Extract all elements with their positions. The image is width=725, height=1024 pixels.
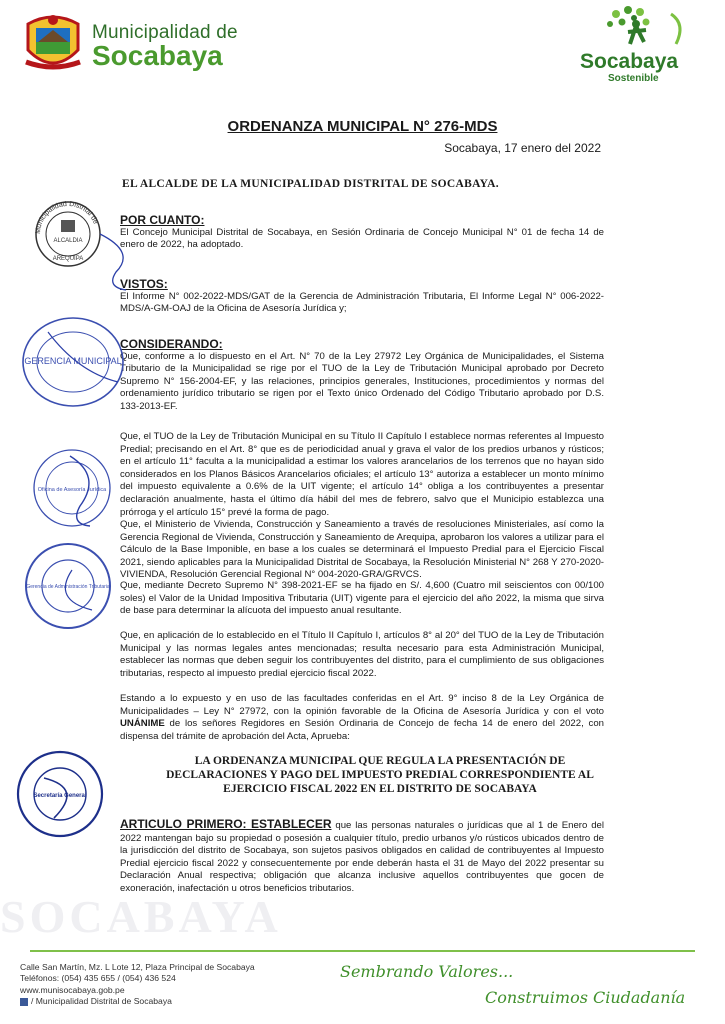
considerando-paragraph bbox=[120, 693, 604, 743]
secretaria-general-stamp bbox=[14, 748, 106, 840]
slogan-line-2: Construimos Ciudadanía bbox=[485, 988, 686, 1007]
considerando-paragraph: Que, el TUO de la Ley de Tributación Municipal en su Título II Capítulo I establece normas referentes al Impuesto Predial; precisando en el Art. 8° que es de periodicidad anual y grava el valor de los predios urbanos y rústicos; en el artículo 11° faculta a la municipalidad a estimar los valores arancelarios de los terrenos que no hayan sido considerados en los Planos Básicos Arancelarios oficiales; el artículo 13° autoriza a establecer un monto mínimo del impuesto equivalente a 0.6% de la UIT vigente; el artículo 14° obliga a los contribuyentes a presentar declaración anualmente, hasta el último día hábil del mes de febrero, salvo que el Municipio establezca una prórroga y el artículo 15° prevé la forma de pago. bbox=[120, 431, 604, 518]
asesoria-stamp-center: Oficina de Asesoría Jurídica bbox=[37, 487, 107, 493]
articulo-primero-body: que las personas naturales o jurídicas que al 1 de Enero del 2022 mantengan bajo su propiedad o posesión a cualquier título, predio urbanos y/o rústicos ubicados dentro de la jurisdicción del distrito de Socabaya, son sujetos pasivos obligados en calidad de contribuyentes al Impuesto Predial ejercicio fiscal 2022 y consecuentemente por ende deberán hasta el 31 de Mayo del 2022 presentar su Declaración Anual respectiva; obligación que alcanza inclusive aquellos contribuyentes que gocen de exoneración, inafectación u otros beneficios tributarios. bbox=[120, 820, 605, 894]
ordenanza-title-line: LA ORDENANZA MUNICIPAL QUE REGULA LA PRESENTACIÓN DE bbox=[194, 755, 566, 767]
asesoria-juridica-stamp bbox=[30, 446, 114, 530]
considerando-section bbox=[120, 338, 604, 414]
vistos-section bbox=[120, 278, 604, 316]
footer-website[interactable]: www.munisocabaya.gob.pe bbox=[20, 984, 125, 995]
footer-phones: Teléfonos: (054) 435 655 / (054) 436 524 bbox=[20, 973, 176, 984]
articulo-primero-section bbox=[120, 818, 604, 896]
ordenanza-title bbox=[150, 754, 610, 796]
considerando-paragraph-4-wrap bbox=[120, 580, 604, 618]
considerando-paragraph: Que, mediante Decreto Supremo N° 398-2021-EF se ha fijado en S/. 4,600 (Cuatro mil seiscientos con 00/100 soles) el Valor de la Unidad Impositiva Tributaria (UIT) vigente para el ejercicio del año 2022, la misma que sirva de base para determinar la alícuota del impuesto anual resultante. bbox=[120, 580, 604, 617]
facebook-icon bbox=[20, 998, 28, 1006]
por-cuanto-text: El Concejo Municipal Distrital de Socabaya, en Sesión Ordinaria de Concejo Municipal N° 01 de fecha 14 de enero de 2022, ha adoptado. bbox=[120, 226, 604, 251]
footer-facebook-label: / Municipalidad Distrital de Socabaya bbox=[31, 995, 172, 1006]
brand-name: Socabaya bbox=[580, 50, 679, 73]
vistos-heading: VISTOS: bbox=[120, 277, 168, 291]
considerando-heading: CONSIDERANDO: bbox=[120, 337, 223, 351]
unanime-bold: UNÁNIME bbox=[120, 718, 165, 730]
municipality-name-large: Socabaya bbox=[92, 40, 223, 71]
considerando-paragraph: Que, conforme a lo dispuesto en el Art. N° 70 de la Ley 27972 Ley Orgánica de Municipalidades, el Sistema Tributario de la Municipalidad se rige por el TUO de la Ley de Tributación Municipal aprobado por Decreto Supremo N° 156-2004-EF, y las relaciones, principios generales, Instituciones, procedimientos y normas del ordenamiento jurídico tributario se rigen por el Texto único Ordenado del Código Tributario aprobado por D.S. 133-2013-EF. bbox=[120, 350, 604, 412]
considerando-paragraph-5-wrap bbox=[120, 630, 604, 680]
footer-divider bbox=[30, 950, 695, 952]
considerando-paragraph-2-wrap bbox=[120, 431, 604, 519]
ordenanza-title-line: DECLARACIONES Y PAGO DEL IMPUESTO PREDIAL CORRESPONDIENTE AL bbox=[166, 769, 594, 781]
alcaldia-stamp-bottom: AREQUIPA bbox=[52, 256, 84, 262]
tributaria-stamp bbox=[22, 540, 114, 632]
ordenanza-title-line: EJERCICIO FISCAL 2022 EN EL DISTRITO DE SOCABAYA bbox=[223, 783, 537, 795]
footer-contact bbox=[20, 962, 255, 1007]
gerencia-municipal-stamp bbox=[18, 312, 128, 412]
secretaria-stamp-center: Secretaría General bbox=[33, 793, 87, 799]
municipality-name-small: Municipalidad de bbox=[92, 22, 238, 43]
vistos-text: El Informe N° 002-2022-MDS/GAT de la Gerencia de Administración Tributaria, El Informe Legal N° 006-2022-MDS/A-GM-OAJ de la Oficina de Asesoría Jurídica y; bbox=[120, 290, 604, 315]
document-title: ORDENANZA MUNICIPAL N° 276-MDS bbox=[227, 118, 498, 135]
articulo-primero-text bbox=[120, 818, 604, 896]
alcaldia-stamp-ring-text: Municipalidad Distrital de bbox=[34, 200, 99, 235]
watermark-text: SOCABAYA bbox=[0, 891, 282, 942]
document-date: Socabaya, 17 enero del 2022 bbox=[444, 141, 601, 155]
alcaldia-stamp-center: ALCALDIA bbox=[53, 238, 83, 244]
considerando-paragraph: Que, el Ministerio de Vivienda, Construcción y Saneamiento a través de resoluciones Ministeriales, así como la Gerencia Regional de Vivienda, Construcción y Saneamiento de Arequipa, aprobaron los valores a utilizar para el Cálculo de la Base Imponible, en base a los cuales se determinará el Impuesto Predial para el Ejercicio Fiscal 2021, siendo aplicables para la Municipalidad Distrital de Socabaya, la Resolución Ministerial N° 268 Y 270-2020-VIVIENDA, Resolución Gerencial Regional N° 004-2020-GRA/GRVCS. bbox=[120, 519, 604, 581]
considerando-6-pre: Estando a lo expuesto y en uso de las facultades conferidas en el Art. 9° inciso 8 de la Ley Orgánica de Municipalidades – Ley N° 27972, con la opinión favorable de la Oficina de Asesoría Jurídica y con el voto bbox=[120, 693, 604, 717]
footer-facebook[interactable] bbox=[20, 996, 255, 1007]
municipal-coat-of-arms-logo bbox=[22, 10, 84, 78]
brand-subtitle: Sostenible bbox=[608, 73, 659, 84]
signature-mark bbox=[96, 232, 156, 292]
considerando-paragraph-3-wrap bbox=[120, 519, 604, 582]
por-cuanto-section bbox=[120, 214, 604, 252]
considerando-paragraph-6-wrap bbox=[120, 693, 604, 743]
por-cuanto-heading: POR CUANTO: bbox=[120, 213, 205, 227]
footer-address: Calle San Martín, Mz. L Lote 12, Plaza Principal de Socabaya bbox=[20, 962, 255, 972]
tributaria-stamp-center: Gerencia de Administración Tributaria bbox=[26, 584, 110, 590]
gerencia-stamp-center: GERENCIA MUNICIPAL bbox=[24, 356, 122, 366]
considerando-6-post: de los señores Regidores en Sesión Ordinaria de Concejo de fecha 14 de enero del 2022, con dispensa del trámite de aprobación del Acta, Aprueba: bbox=[120, 718, 604, 742]
articulo-primero-heading: ARTICULO PRIMERO: ESTABLECER bbox=[120, 817, 332, 831]
slogan-line-1: Sembrando Valores... bbox=[340, 962, 514, 981]
alcalde-heading: EL ALCALDE DE LA MUNICIPALIDAD DISTRITAL DE SOCABAYA. bbox=[122, 178, 499, 190]
considerando-paragraph: Que, en aplicación de lo establecido en el Título II Capítulo I, artículos 8° al 20° del TUO de la Ley de Tributación Municipal y las normas legales antes mencionadas; resulta necesario para esta Administración Municipal, establecer las normas que deben seguir los contribuyentes del distrito, para el cumplimiento de sus obligaciones tributarias, respecto al impuesto predial ejercicio fiscal 2022. bbox=[120, 630, 604, 679]
